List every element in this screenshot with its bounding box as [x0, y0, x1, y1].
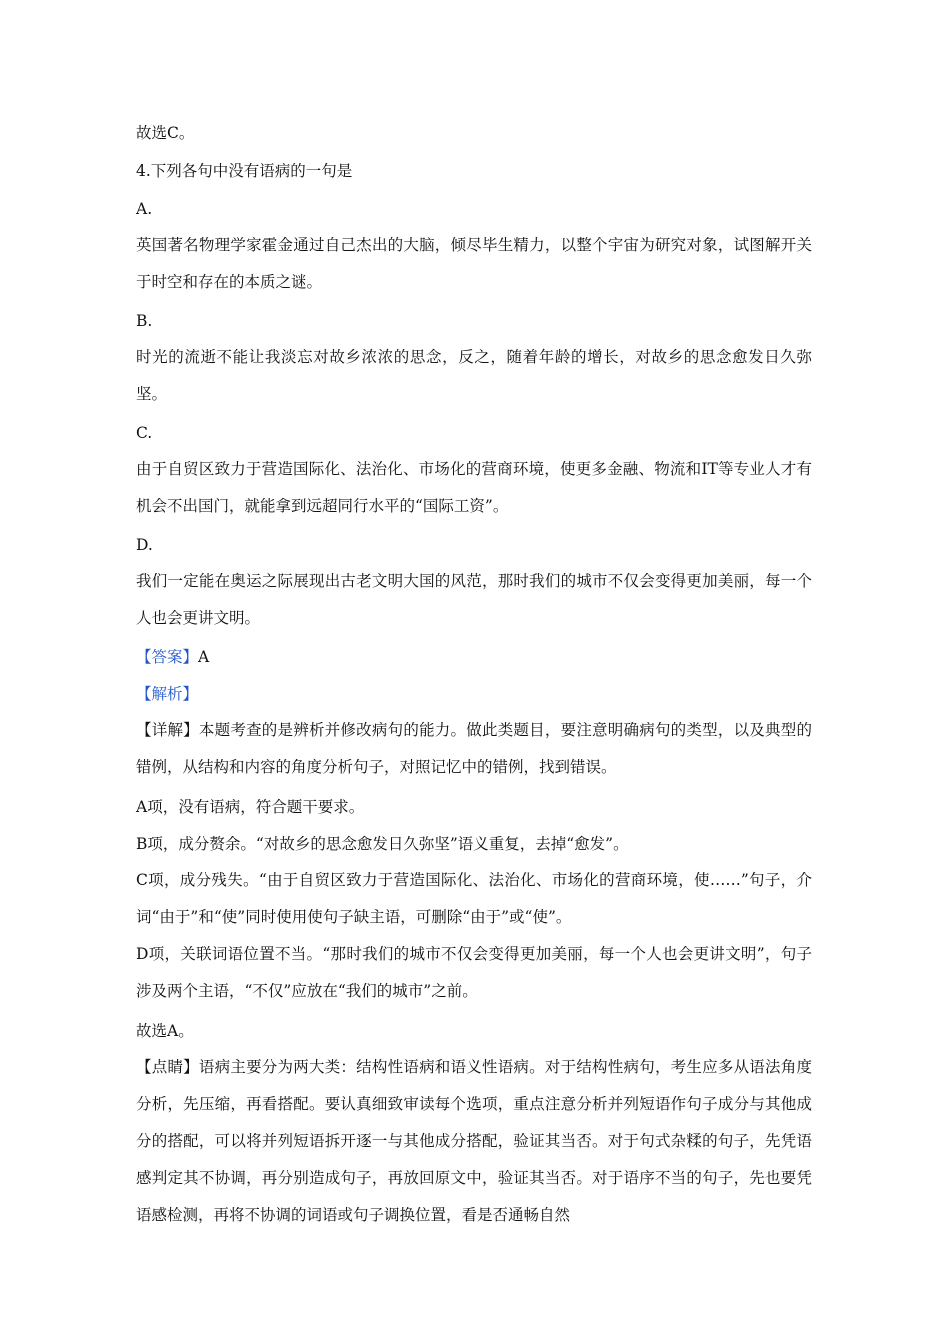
option-c-label: C.: [136, 424, 153, 442]
option-a-label: A.: [136, 200, 153, 218]
option-b-text: 时光的流逝不能让我淡忘对故乡浓浓的思念，反之，随着年龄的增长，对故乡的思念愈发日久弥坚。: [136, 348, 812, 403]
detail-paragraph: [136, 712, 812, 786]
tip-paragraph: [136, 1049, 812, 1234]
option-a-text: 英国著名物理学家霍金通过自己杰出的大脑，倾尽毕生精力，以整个宇宙为研究对象，试图解开关于时空和存在的本质之谜。: [136, 236, 812, 291]
tip-tag: 【点睛】: [136, 1058, 199, 1076]
detail-text: 本题考查的是辨析并修改病句的能力。做此类题目，要注意明确病句的类型，以及典型的错例，从结构和内容的角度分析句子，对照记忆中的错例，找到错误。: [136, 721, 812, 776]
option-c-text: 由于自贸区致力于营造国际化、法治化、市场化的营商环境，使更多金融、物流和IT等专业人才有机会不出国门，就能拿到远超同行水平的“国际工资”。: [136, 460, 812, 515]
detail-tag: 【详解】: [136, 721, 199, 739]
explanation-d: D项，关联词语位置不当。“那时我们的城市不仅会变得更加美丽，每一个人也会更讲文明”，句子涉及两个主语，“不仅”应放在“我们的城市”之前。: [136, 945, 812, 1000]
explanation-a: A项，没有语病，符合题干要求。: [136, 798, 365, 816]
answer-value: A: [198, 648, 210, 666]
tip-text: 语病主要分为两大类：结构性语病和语义性语病。对于结构性病句，考生应多从语法角度分析，先压缩，再看搭配。要认真细致审读每个选项，重点注意分析并列短语作句子成分与其他成分的搭配，可以将并列短语拆开逐一与其他成分搭配，验证其当否。对于句式杂糅的句子，先凭语感判定其不协调，再分别造成句子，再放回原文中，验证其当否。对于语序不当的句子，先也要凭语感检测，再将不协调的词语或句子调换位置，看是否通畅自然: [136, 1058, 812, 1224]
final-conclusion: 故选A。: [136, 1022, 194, 1040]
analysis-line: [136, 684, 816, 704]
question-stem: 4.下列各句中没有语病的一句是: [136, 162, 353, 180]
answer-tag: 【答案】: [136, 648, 199, 666]
option-b-label: B.: [136, 312, 153, 330]
analysis-tag: 【解析】: [136, 685, 199, 703]
option-d-text: 我们一定能在奥运之际展现出古老文明大国的风范，那时我们的城市不仅会变得更加美丽，每一个人也会更讲文明。: [136, 572, 812, 627]
explanation-c: C项，成分残失。“由于自贸区致力于营造国际化、法治化、市场化的营商环境，使……”句子，介词“由于”和“使”同时使用使句子缺主语，可删除“由于”或“使”。: [136, 871, 812, 926]
answer-line: [136, 647, 816, 667]
previous-conclusion: 故选C。: [136, 124, 195, 142]
explanation-b: B项，成分赘余。“对故乡的思念愈发日久弥坚”语义重复，去掉“愈发”。: [136, 835, 629, 853]
option-d-label: D.: [136, 536, 153, 554]
